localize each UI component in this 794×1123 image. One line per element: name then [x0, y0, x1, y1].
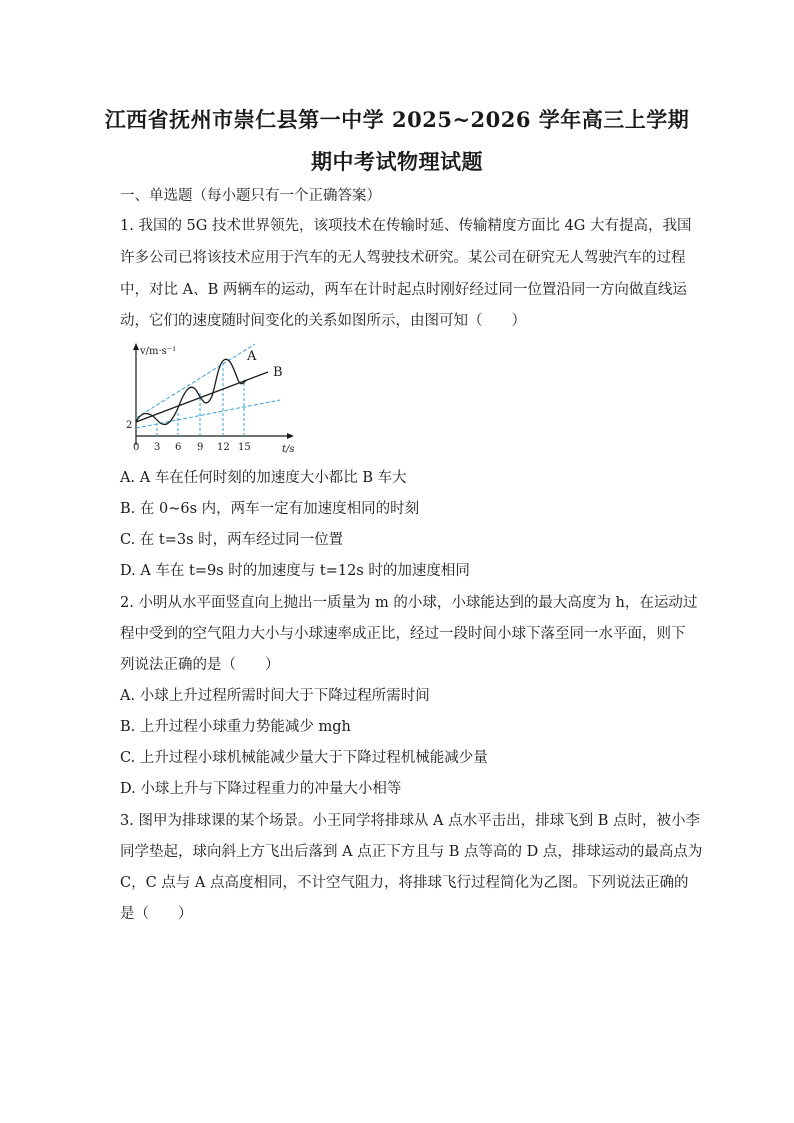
x-tick-label: 12	[217, 442, 230, 453]
q1-line: 中，对比 A、B 两辆车的运动，两车在计时起点时刚好经过同一位置沿同一方向做直线运	[120, 282, 687, 298]
q2-line: 列说法正确的是（ ）	[120, 657, 280, 673]
line-b-label: B	[273, 365, 283, 380]
q1-option-b: B. 在 0~6s 内，两车一定有加速度相同的时刻	[120, 501, 420, 517]
origin-label: 0	[133, 442, 140, 453]
q2-option-d: D. 小球上升与下降过程重力的冲量大小相等	[120, 781, 402, 797]
velocity-time-graph	[120, 340, 300, 460]
q2-line: 2. 小明从水平面竖直向上抛出一质量为 m 的小球，小球能达到的最大高度为 h，在运动过	[120, 595, 698, 611]
q1-option-d: D. A 车在 t=9s 时的加速度与 t=12s 时的加速度相同	[120, 563, 470, 579]
q1-option-c: C. 在 t=3s 时，两车经过同一位置	[120, 532, 344, 548]
section-heading: 一、单选题（每小题只有一个正确答案）	[120, 188, 381, 204]
x-tick-label: 3	[154, 442, 161, 453]
q2-option-a: A. 小球上升过程所需时间大于下降过程所需时间	[120, 688, 430, 704]
q3-line: 是（ ）	[120, 906, 193, 922]
line-b	[136, 372, 268, 422]
q3-line: 3. 图甲为排球课的某个场景。小王同学将排球从 A 点水平击出，排球飞到 B 点时，被小李	[120, 813, 701, 829]
q2-option-b: B. 上升过程小球重力势能减少 mgh	[120, 719, 351, 735]
x-axis-arrow	[287, 433, 294, 439]
exam-title-line2: 期中考试物理试题	[311, 149, 483, 174]
q1-option-a: A. A 车在任何时刻的加速度大小都比 B 车大	[120, 470, 407, 486]
y-axis-arrow	[133, 343, 139, 350]
q2-line: 程中受到的空气阻力大小与小球速率成正比，经过一段时间小球下落至同一水平面，则下	[120, 626, 686, 642]
q3-line: 同学垫起，球向斜上方飞出后落到 A 点正下方且与 B 点等高的 D 点，排球运动的最高点为	[120, 844, 703, 860]
y-tick-label: 2	[126, 420, 133, 431]
x-tick-label: 9	[197, 442, 204, 453]
curve-a-label: A	[247, 349, 257, 364]
x-tick-label: 15	[238, 442, 251, 453]
q1-line: 许多公司已将该技术应用于汽车的无人驾驶技术研究。某公司在研究无人驾驶汽车的过程	[120, 250, 686, 266]
q1-line: 1. 我国的 5G 技术世界领先，该项技术在传输时延、传输精度方面比 4G 大有提高，我国	[120, 218, 692, 234]
x-axis-label: t/s	[282, 444, 295, 455]
q3-line: C，C 点与 A 点高度相同，不计空气阻力，将排球飞行过程简化为乙图。下列说法正确的	[120, 875, 689, 891]
x-tick-label: 6	[175, 442, 182, 453]
y-axis-label: v/m·s⁻¹	[140, 346, 177, 357]
q1-line: 动，它们的速度随时间变化的关系如图所示，由图可知（ ）	[120, 313, 526, 329]
curve-a	[136, 359, 246, 424]
q2-option-c: C. 上升过程小球机械能减少量大于下降过程机械能减少量	[120, 750, 488, 766]
exam-title-line1: 江西省抚州市崇仁县第一中学 2025~2026 学年高三上学期	[104, 107, 690, 132]
